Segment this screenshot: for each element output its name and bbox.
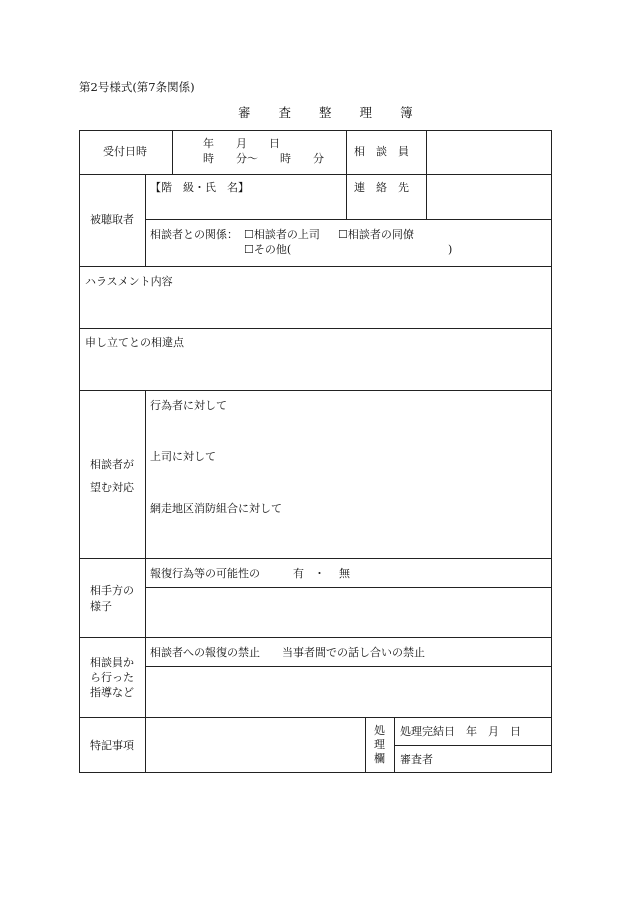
page-title <box>238 107 413 120</box>
divider <box>394 745 552 746</box>
completion-date[interactable]: 処理完結日 年 月 日 <box>400 725 521 738</box>
respondent-label: 被聴取者 <box>90 213 134 226</box>
retaliation-label: 報復行為等の可能性の <box>150 567 260 580</box>
form-number: 第2号様式(第7条関係) <box>79 80 195 94</box>
reception-date: 年 月 日 <box>203 137 280 150</box>
title-char: 審 <box>238 105 251 120</box>
difference-label: 申し立てとの相違点 <box>85 336 184 349</box>
rank-name-label: 【階 級・氏 名】 <box>150 181 249 194</box>
desired-item-actor: 行為者に対して <box>150 399 227 412</box>
rank-name-field[interactable] <box>146 196 345 218</box>
notes-field[interactable] <box>146 718 364 771</box>
guidance-label-line1: 相談員か <box>90 656 134 669</box>
title-char: 理 <box>359 105 373 120</box>
divider <box>145 174 146 267</box>
relation-option-other[interactable]: ☐その他( <box>244 243 292 256</box>
divider <box>79 558 552 559</box>
counselor-label: 相 談 員 <box>354 145 409 158</box>
guidance-label-line3: 指導など <box>90 686 134 699</box>
retaliation-dot: ・ <box>314 567 325 580</box>
other-party-field[interactable] <box>146 588 550 636</box>
harassment-label: ハラスメント内容 <box>85 275 173 288</box>
contact-label: 連 絡 先 <box>354 181 409 194</box>
difference-field[interactable] <box>80 353 550 389</box>
divider <box>145 219 552 220</box>
table-border-right <box>551 130 552 773</box>
reviewer[interactable]: 審査者 <box>400 753 433 766</box>
counselor-field[interactable] <box>427 131 551 174</box>
contact-field[interactable] <box>427 175 551 218</box>
divider <box>79 390 552 391</box>
retaliation-no[interactable]: 無 <box>339 567 350 580</box>
divider <box>172 130 173 174</box>
relation-option-colleague[interactable]: ☐相談者の同僚 <box>338 228 414 241</box>
title-char: 査 <box>278 105 292 120</box>
desired-label-line2: 望む対応 <box>90 481 134 494</box>
guidance-text: 相談者への報復の禁止 当事者間での話し合いの禁止 <box>150 646 425 659</box>
process-col-char: 処 <box>374 724 385 737</box>
guidance-field[interactable] <box>146 667 550 716</box>
other-party-label-line1: 相手方の <box>90 584 134 597</box>
divider <box>79 328 552 329</box>
desired-item-boss: 上司に対して <box>150 450 216 463</box>
relation-label: 相談者との関係： <box>150 228 238 241</box>
guidance-label-line2: ら行った <box>90 671 134 684</box>
desired-item-union: 網走地区消防組合に対して <box>150 502 282 515</box>
table-border-bottom <box>79 772 552 773</box>
reception-label: 受付日時 <box>103 145 147 158</box>
relation-other-close: ) <box>448 243 453 256</box>
harassment-field[interactable] <box>80 292 550 327</box>
divider <box>365 717 366 772</box>
title-char: 整 <box>319 105 332 120</box>
divider <box>79 637 552 638</box>
divider <box>79 266 552 267</box>
relation-option-boss[interactable]: ☐相談者の上司 <box>244 228 320 241</box>
other-party-label-line2: 様子 <box>90 600 112 613</box>
process-col-char: 欄 <box>374 752 385 765</box>
table-border-left <box>79 130 80 773</box>
title-char: 簿 <box>400 105 413 120</box>
reception-time: 時 分〜 時 分 <box>203 152 324 165</box>
desired-label-line1: 相談者が <box>90 458 134 471</box>
retaliation-yes[interactable]: 有 <box>293 567 304 580</box>
process-col-char: 理 <box>374 738 385 751</box>
notes-label: 特記事項 <box>90 739 134 752</box>
